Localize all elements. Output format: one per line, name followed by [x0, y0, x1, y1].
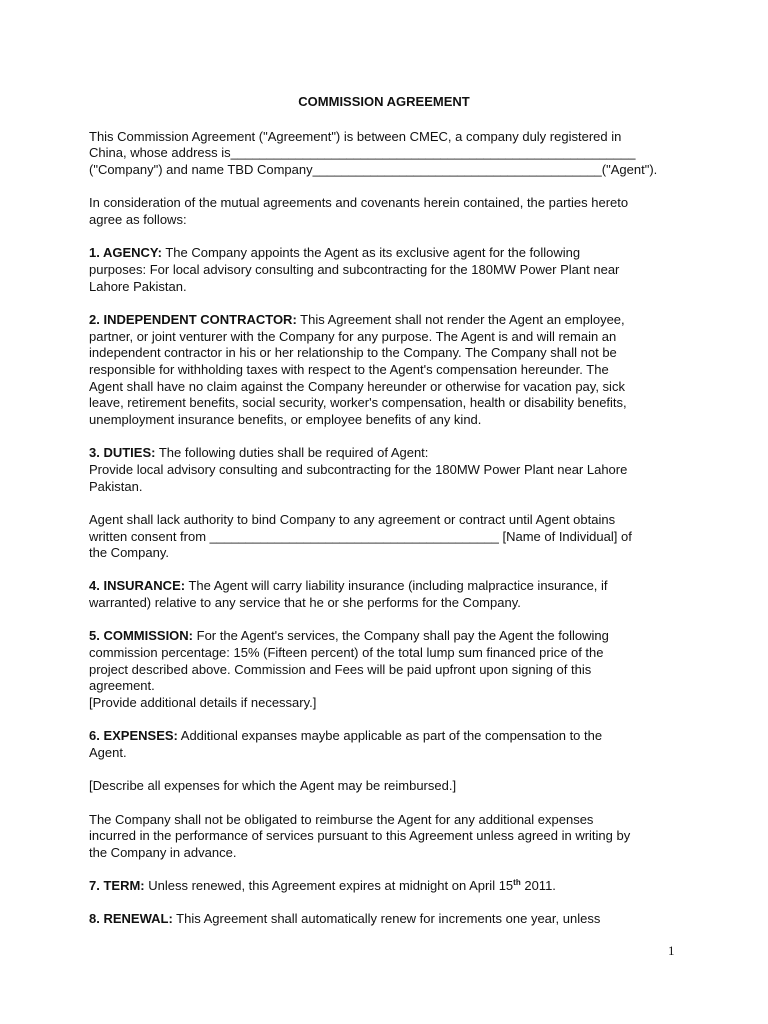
authority-line-3: the Company.	[89, 545, 169, 561]
document-page	[89, 94, 679, 945]
section-agency	[89, 245, 679, 295]
intro-paragraph	[89, 129, 679, 179]
agency-line-3: Lahore Pakistan.	[89, 278, 187, 294]
reimbursement-line-2: incurred in the performance of services pursuant to this Agreement unless agreed in writing by	[89, 828, 631, 844]
reimbursement-line-3: the Company in advance.	[89, 844, 237, 860]
section-heading-renewal: 8. RENEWAL:	[89, 911, 173, 927]
consideration-paragraph	[89, 195, 679, 228]
term-tail: 2011.	[520, 878, 556, 894]
contractor-line-1: This Agreement shall not render the Agent an employee,	[296, 311, 625, 327]
section-heading-agency: 1. AGENCY:	[89, 245, 162, 261]
commission-line-3: project described above. Commission and Fees will be paid upfront upon signing of this	[89, 661, 592, 677]
section-heading-duties: 3. DUTIES:	[89, 445, 156, 461]
document-title: COMMISSION AGREEMENT	[298, 94, 470, 109]
authority-paragraph	[89, 512, 679, 562]
insurance-line-1: The Agent will carry liability insurance (including malpractice insurance, if	[185, 578, 608, 594]
section-expenses	[89, 728, 679, 761]
section-commission	[89, 628, 679, 712]
commission-line-1: For the Agent's services, the Company shall pay the Agent the following	[193, 628, 609, 644]
insurance-line-2: warranted) relative to any service that he or she performs for the Company.	[89, 595, 521, 611]
intro-line-1: This Commission Agreement ("Agreement") is between CMEC, a company duly registered in	[89, 128, 622, 144]
section-heading-insurance: 4. INSURANCE:	[89, 578, 186, 594]
intro-line-3: ("Company") and name TBD Company________________________________________("Agent").	[89, 162, 658, 178]
contractor-line-5: Agent shall have no claim against the Company hereunder or otherwise for vacation pay, sick	[89, 378, 625, 394]
section-heading-term: 7. TERM:	[89, 878, 145, 894]
term-superscript: th	[513, 878, 521, 888]
commission-line-5: [Provide additional details if necessary.]	[89, 695, 317, 711]
page-number: 1	[668, 943, 675, 958]
intro-line-2: China, whose address is________________________________________________________	[89, 145, 636, 161]
renewal-text: This Agreement shall automatically renew for increments one year, unless	[172, 911, 601, 927]
consideration-line-1: In consideration of the mutual agreements and covenants herein contained, the parties hereto	[89, 195, 629, 211]
contractor-line-4: responsible for withholding taxes with respect to the Agent's compensation hereunder. The	[89, 361, 609, 377]
term-text: Unless renewed, this Agreement expires at midnight on April 15	[144, 878, 514, 894]
contractor-line-3: independent contractor in his or her relationship to the Company. The Company shall not be	[89, 345, 617, 361]
consideration-line-2: agree as follows:	[89, 212, 187, 228]
commission-line-2: commission percentage: 15% (Fifteen percent) of the total lump sum financed price of the	[89, 645, 604, 661]
reimbursement-line-1: The Company shall not be obligated to reimburse the Agent for any additional expenses	[89, 811, 594, 827]
section-insurance	[89, 578, 679, 611]
section-independent-contractor	[89, 312, 679, 429]
section-heading-expenses: 6. EXPENSES:	[89, 728, 178, 744]
authority-line-2: written consent from ________________________________________ [Name of Individual] of	[89, 528, 632, 544]
duties-line-2: Provide local advisory consulting and subcontracting for the 180MW Power Plant near Lahore	[89, 461, 628, 477]
authority-line-1: Agent shall lack authority to bind Company to any agreement or contract until Agent obtains	[89, 511, 616, 527]
section-heading-contractor: 2. INDEPENDENT CONTRACTOR:	[89, 311, 297, 327]
expenses-line-1: Additional expanses maybe applicable as part of the compensation to the	[177, 728, 603, 744]
section-heading-commission: 5. COMMISSION:	[89, 628, 194, 644]
contractor-line-2: partner, or joint venturer with the Company for any purpose. The Agent is and will remain an	[89, 328, 617, 344]
agency-line-2: purposes: For local advisory consulting and subcontracting for the 180MW Power Plant near	[89, 261, 620, 277]
duties-line-3: Pakistan.	[89, 478, 143, 494]
duties-line-1: The following duties shall be required of Agent:	[155, 445, 429, 461]
section-renewal	[89, 911, 679, 928]
reimbursement-paragraph	[89, 812, 679, 862]
commission-line-4: agreement.	[89, 678, 155, 694]
contractor-line-7: unemployment insurance benefits, or employee benefits of any kind.	[89, 412, 482, 428]
section-term	[89, 878, 679, 895]
expenses-line-2: Agent.	[89, 745, 127, 761]
agency-line-1: The Company appoints the Agent as its exclusive agent for the following	[161, 245, 581, 261]
expenses-describe-placeholder: [Describe all expenses for which the Agent may be reimbursed.]	[89, 778, 457, 794]
section-duties	[89, 445, 679, 495]
contractor-line-6: leave, retirement benefits, social security, worker's compensation, health or disability benefits,	[89, 395, 627, 411]
